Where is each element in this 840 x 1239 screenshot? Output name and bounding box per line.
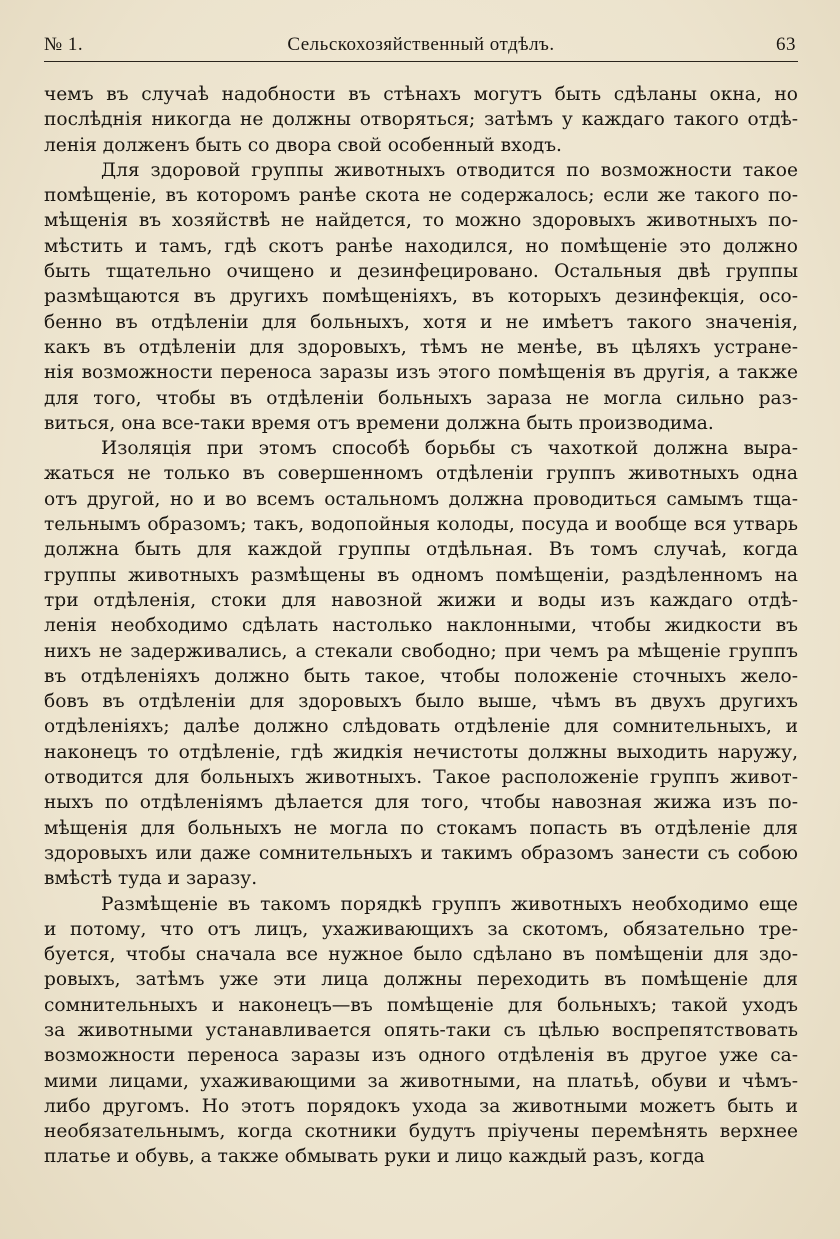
text-line: бовъ въ отдѣленіи для здоровыхъ было выше, чѣмъ въ двухъ другихъ — [44, 691, 798, 713]
text-line: мѣстить и тамъ, гдѣ скотъ ранѣе находился, но помѣщеніе это должно — [44, 235, 798, 257]
text-line: должна быть для каждой группы отдѣльная. Въ томъ случаѣ, когда — [44, 539, 798, 561]
paragraph — [44, 82, 798, 158]
text-line: жаться не только въ совершенномъ отдѣленіи группъ животныхъ одна — [44, 463, 798, 485]
header-rule — [44, 61, 798, 62]
text-line: необязательнымъ, когда скотники будутъ пріучены перемѣнять верхнее — [44, 1121, 798, 1143]
text-line: вмѣстѣ туда и заразу. — [44, 868, 258, 890]
paragraph — [44, 436, 798, 891]
issue-number: № 1. — [44, 34, 84, 55]
body-text — [44, 82, 798, 1170]
text-line: для того, чтобы въ отдѣленіи больныхъ зараза не могла сильно раз- — [44, 387, 798, 409]
text-line: группы животныхъ размѣщены въ одномъ помѣщеніи, раздѣленномъ на — [44, 564, 798, 586]
text-line: отводится для больныхъ животныхъ. Такое расположеніе группъ живот- — [44, 767, 798, 789]
text-line: ленія долженъ быть со двора свой особенный входъ. — [44, 134, 562, 156]
section-title: Сельскохозяйственный отдѣлъ. — [287, 34, 555, 55]
text-line: Размѣщеніе въ такомъ порядкѣ группъ животныхъ необходимо еще — [101, 893, 798, 915]
text-line: ленія необходимо сдѣлать настолько наклонными, чтобы жидкости въ — [44, 615, 798, 637]
text-line: послѣднія никогда не должны отворяться; затѣмъ у каждаго такого отдѣ- — [44, 109, 798, 131]
text-line: либо другомъ. Но этотъ порядокъ ухода за животными можетъ быть и — [44, 1095, 798, 1117]
text-line: отдѣленіяхъ; далѣе должно слѣдовать отдѣленіе для сомнительныхъ, и — [44, 716, 798, 738]
text-line: здоровыхъ или даже сомнительныхъ и такимъ образомъ занести съ собою — [44, 842, 798, 864]
text-line: возможности переноса заразы изъ одного отдѣленія въ другое уже са- — [44, 1045, 798, 1067]
text-line: помѣщеніе, въ которомъ ранѣе скота не содержалось; если же такого по- — [44, 185, 798, 207]
text-line: какъ въ отдѣленіи для здоровыхъ, тѣмъ не менѣе, въ цѣляхъ устране- — [44, 336, 798, 358]
text-line: и потому, что отъ лицъ, ухаживающихъ за скотомъ, обязательно тре- — [44, 918, 798, 940]
text-line: наконецъ то отдѣленіе, гдѣ жидкія нечистоты должны выходить наружу, — [44, 741, 798, 763]
page-header — [44, 30, 798, 60]
text-line: за животными устанавливается опять-таки съ цѣлью воспрепятствовать — [44, 1019, 798, 1041]
paragraph — [44, 158, 798, 436]
text-line: чемъ въ случаѣ надобности въ стѣнахъ могутъ быть сдѣланы окна, но — [44, 84, 798, 105]
text-line: ровыхъ, затѣмъ уже эти лица должны переходить въ помѣщеніе для — [44, 969, 798, 991]
text-line: мѣщенія для больныхъ не могла по стокамъ попасть въ отдѣленіе для — [44, 817, 798, 839]
text-line: три отдѣленія, стоки для навозной жижи и воды изъ каждаго отдѣ- — [44, 589, 798, 611]
text-line: мѣщенія въ хозяйствѣ не найдется, то можно здоровыхъ животныхъ по- — [44, 210, 798, 232]
text-line: нія возможности переноса заразы изъ этого помѣщенія въ другія, а также — [44, 362, 798, 384]
page-number: 63 — [776, 34, 796, 55]
text-line: тельнымъ образомъ; такъ, водопойныя колоды, посуда и вообще вся утварь — [44, 514, 798, 536]
text-line: Изоляція при этомъ способѣ борьбы съ чахоткой должна выра- — [101, 438, 798, 460]
text-line: сомнительныхъ и наконецъ—въ помѣщеніе для больныхъ; такой уходъ — [44, 994, 798, 1016]
text-line: платье и обувь, а также обмывать руки и лицо каждый разъ, когда — [44, 1146, 705, 1168]
text-line: мими лицами, ухаживающими за животными, на платьѣ, обуви и чѣмъ- — [44, 1070, 798, 1092]
text-line: буется, чтобы сначала все нужное было сдѣлано въ помѣщеніи для здо- — [44, 944, 798, 966]
paragraph — [44, 892, 798, 1170]
text-line: отъ другой, но и во всемъ остальномъ должна проводиться самымъ тща- — [44, 488, 798, 510]
text-line: быть тщательно очищено и дезинфецировано. Остальныя двѣ группы — [44, 261, 798, 283]
text-line: размѣщаются въ другихъ помѣщеніяхъ, въ которыхъ дезинфекція, осо- — [44, 286, 798, 308]
text-line: нихъ не задерживались, а стекали свободно; при чемъ ра мѣщеніе группъ — [44, 640, 798, 662]
text-line: бенно въ отдѣленіи для больныхъ, хотя и не имѣетъ такого значенія, — [44, 311, 798, 333]
text-line: виться, она все-таки время отъ времени должна быть производима. — [44, 412, 714, 434]
text-line: Для здоровой группы животныхъ отводится по возможности такое — [101, 159, 798, 181]
text-line: въ отдѣленіяхъ должно быть такое, чтобы положеніе сточныхъ жело- — [44, 665, 798, 687]
text-line: ныхъ по отдѣленіямъ дѣлается для того, чтобы навозная жижа изъ по- — [44, 792, 798, 814]
